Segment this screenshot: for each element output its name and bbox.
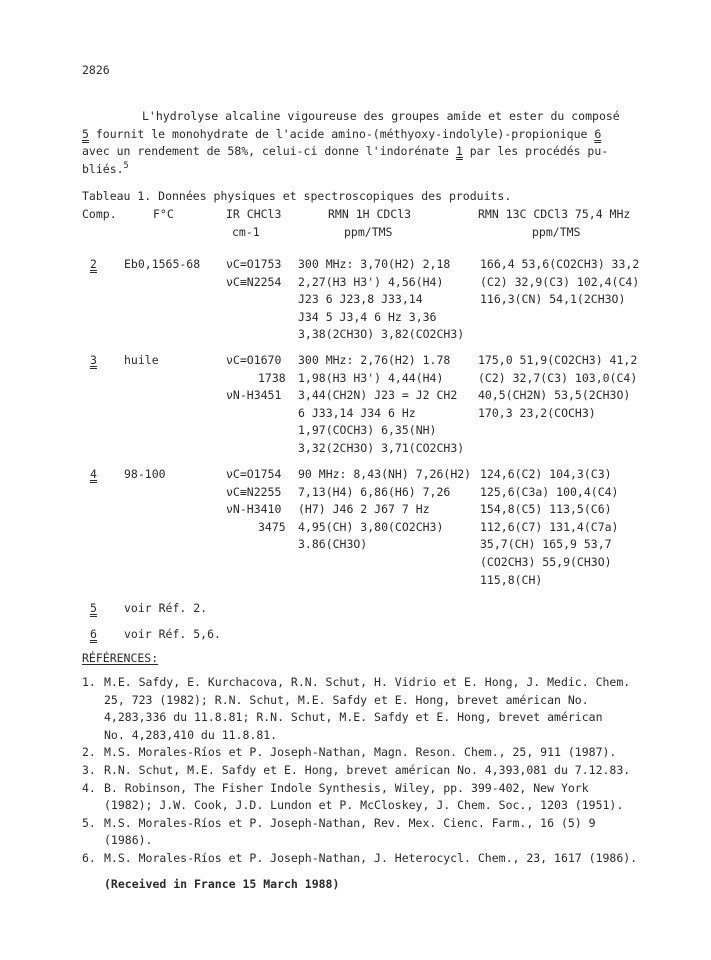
row-rmn-c — [480, 256, 639, 309]
ref-line: M.S. Morales-Ríos et P. Joseph-Nathan, Rev. Mex. Cienc. Farm., 16 (5) 9 — [104, 815, 596, 830]
h-line: 7,13(H4) 6,86(H6) 7,26 — [298, 484, 451, 499]
c-line: (CO2CH3) 55,9(CH3O) — [480, 554, 612, 569]
references-list — [82, 674, 662, 868]
row-mp: 98-100 — [124, 467, 166, 481]
list-item — [82, 815, 662, 850]
header-rmn-c: RMN 13C CDCl3 75,4 MHz — [478, 207, 631, 221]
list-item — [82, 674, 662, 744]
c-line: 170,3 23,2(COCH3) — [478, 405, 596, 420]
ref-line: 25, 723 (1982); R.N. Schut, M.E. Safdy et E. Hong, brevet américan No. — [104, 692, 589, 707]
row-mp: huile — [124, 353, 159, 367]
intro-line-4: bliés. — [82, 161, 124, 176]
ir-line: νC≡N2254 — [226, 274, 282, 289]
compound-ref-1: 1 — [455, 144, 463, 159]
c-line: (C2) 32,9(C3) 102,4(C4) — [480, 274, 640, 289]
row-mp: Eb0,1565-68 — [124, 257, 201, 271]
ref-line: M.S. Morales-Ríos et P. Joseph-Nathan, J. Heterocycl. Chem., 23, 1617 (1986). — [104, 850, 638, 865]
ref-number: 3. — [82, 762, 96, 777]
ir-line: νC=O1754 — [226, 467, 282, 481]
row-rmn-h — [298, 352, 464, 458]
list-item — [82, 780, 662, 815]
header-rmn-c-unit: ppm/TMS — [532, 225, 581, 239]
row-ir — [226, 352, 286, 405]
ref-line: R.N. Schut, M.E. Safdy et E. Hong, brevet américan No. 4,393,081 du 7.12.83. — [104, 762, 631, 777]
citation-5: 5 — [123, 160, 129, 171]
header-ir-unit: cm-1 — [232, 225, 260, 239]
c-line: 40,5(CH2N) 53,5(2CH3O) — [478, 388, 631, 403]
intro-line-3b: par les procédés pu- — [462, 144, 609, 159]
ir-line: νN-H3410 — [226, 502, 282, 517]
header-rmn-h: RMN 1H CDCl3 — [328, 207, 412, 221]
row-comp: 2 — [90, 257, 97, 271]
ir-line: νN-H3451 — [226, 388, 282, 403]
note-text: voir Réf. 5,6. — [124, 627, 221, 641]
h-line: 3,38(2CH3O) 3,82(CO2CH3) — [298, 327, 465, 342]
h-line: 300 MHz: 2,76(H2) 1.78 — [298, 353, 451, 367]
ref-line: M.E. Safdy, E. Kurchacova, R.N. Schut, H. Vidrio et E. Hong, J. Medic. Chem. — [104, 675, 631, 689]
h-line: 300 MHz: 3,70(H2) 2,18 — [298, 257, 451, 271]
header-rmn-h-unit: ppm/TMS — [344, 225, 393, 239]
header-ir: IR CHCl3 — [226, 207, 282, 221]
ref-number: 2. — [82, 745, 96, 760]
intro-line-2: fournit le monohydrate de l'acide amino-(méthyoxy-indolyle)-propionique — [88, 126, 595, 141]
row-rmn-h — [298, 466, 471, 554]
row-rmn-c — [480, 466, 618, 589]
c-line: 166,4 53,6(CO2CH3) 33,2 — [480, 257, 640, 271]
h-line: 3.86(CH3O) — [298, 537, 368, 552]
note-comp: 6 — [90, 627, 97, 641]
c-line: 35,7(CH) 165,9 53,7 — [480, 537, 612, 552]
row-comp: 4 — [90, 467, 97, 481]
list-item — [82, 762, 662, 780]
intro-line-1: L'hydrolyse alcaline vigoureuse des groupes amide et ester du composé — [142, 109, 620, 123]
row-comp: 3 — [90, 353, 97, 367]
compound-ref-6: 6 — [594, 126, 602, 141]
ref-number: 4. — [82, 780, 96, 795]
note-text: voir Réf. 2. — [124, 601, 208, 615]
header-mp: F°C — [153, 207, 174, 221]
h-line: 3,32(2CH3O) 3,71(CO2CH3) — [298, 440, 465, 455]
ref-number: 6. — [82, 850, 96, 865]
ref-number: 1. — [82, 675, 96, 689]
note-comp: 5 — [90, 601, 97, 615]
h-line: 1,98(H3 H3') 4,44(H4) — [298, 370, 444, 385]
h-line: 6 J33,14 J34 6 Hz — [298, 405, 416, 420]
h-line: 4,95(CH) 3,80(CO2CH3) — [298, 519, 444, 534]
list-item — [82, 744, 662, 762]
header-comp: Comp. — [82, 207, 117, 221]
intro-paragraph — [82, 108, 642, 178]
table-caption: Tableau 1. Données physiques et spectroscopiques des produits. — [82, 189, 512, 203]
compound-ref-5: 5 — [82, 126, 89, 141]
h-line: (H7) J46 2 J67 7 Hz — [298, 502, 430, 517]
ref-line: M.S. Morales-Ríos et P. Joseph-Nathan, Magn. Reson. Chem., 25, 911 (1987). — [104, 745, 617, 760]
c-line: 112,6(C7) 131,4(C7a) — [480, 519, 619, 534]
h-line: 90 MHz: 8,43(NH) 7,26(H2) — [298, 467, 472, 481]
ref-line: No. 4,283,410 du 11.8.81. — [104, 727, 278, 742]
ir-line: νC=O1753 — [226, 257, 282, 271]
ref-line: B. Robinson, The Fisher Indole Synthesis, Wiley, pp. 399-402, New York — [104, 780, 589, 795]
c-line: 154,8(C5) 113,5(C6) — [480, 502, 612, 517]
references-heading: RÉFÉRENCES: — [82, 651, 159, 665]
h-line: 3,44(CH2N) J23 = J2 CH2 — [298, 388, 458, 403]
ref-line: (1982); J.W. Cook, J.D. Lundon et P. McCloskey, J. Chem. Soc., 1203 (1951). — [104, 798, 624, 813]
ir-line: νC≡N2255 — [226, 484, 282, 499]
intro-line-3a: avec un rendement de 58%, celui-ci donne l'indorénate — [82, 144, 456, 159]
ir-line: νC=O1670 — [226, 353, 282, 367]
ref-line: (1986). — [104, 833, 153, 848]
row-rmn-c — [478, 352, 637, 422]
page-number: 2826 — [82, 63, 110, 77]
row-rmn-h — [298, 256, 464, 344]
ref-line: 4,283,336 du 11.8.81; R.N. Schut, M.E. Safdy et E. Hong, brevet américan — [104, 710, 603, 725]
c-line: 116,3(CN) 54,1(2CH3O) — [480, 292, 626, 307]
h-line: 2,27(H3 H3') 4,56(H4) — [298, 274, 444, 289]
c-line: (C2) 32,7(C3) 103,0(C4) — [478, 370, 638, 385]
c-line: 125,6(C3a) 100,4(C4) — [480, 484, 619, 499]
h-line: J23 6 J23,8 J33,14 — [298, 292, 423, 307]
h-line: J34 5 J3,4 6 Hz 3,36 — [298, 309, 437, 324]
ir-line: 3475 — [258, 519, 286, 534]
list-item — [82, 850, 662, 868]
c-line: 115,8(CH) — [480, 572, 543, 587]
row-ir — [226, 466, 286, 536]
c-line: 124,6(C2) 104,3(C3) — [480, 467, 612, 481]
c-line: 175,0 51,9(CO2CH3) 41,2 — [478, 353, 638, 367]
ir-line: 1738 — [258, 370, 286, 385]
h-line: 1,97(COCH3) 6,35(NH) — [298, 423, 437, 438]
row-ir — [226, 256, 281, 291]
received-date: (Received in France 15 March 1988) — [104, 877, 340, 891]
ref-number: 5. — [82, 815, 96, 830]
